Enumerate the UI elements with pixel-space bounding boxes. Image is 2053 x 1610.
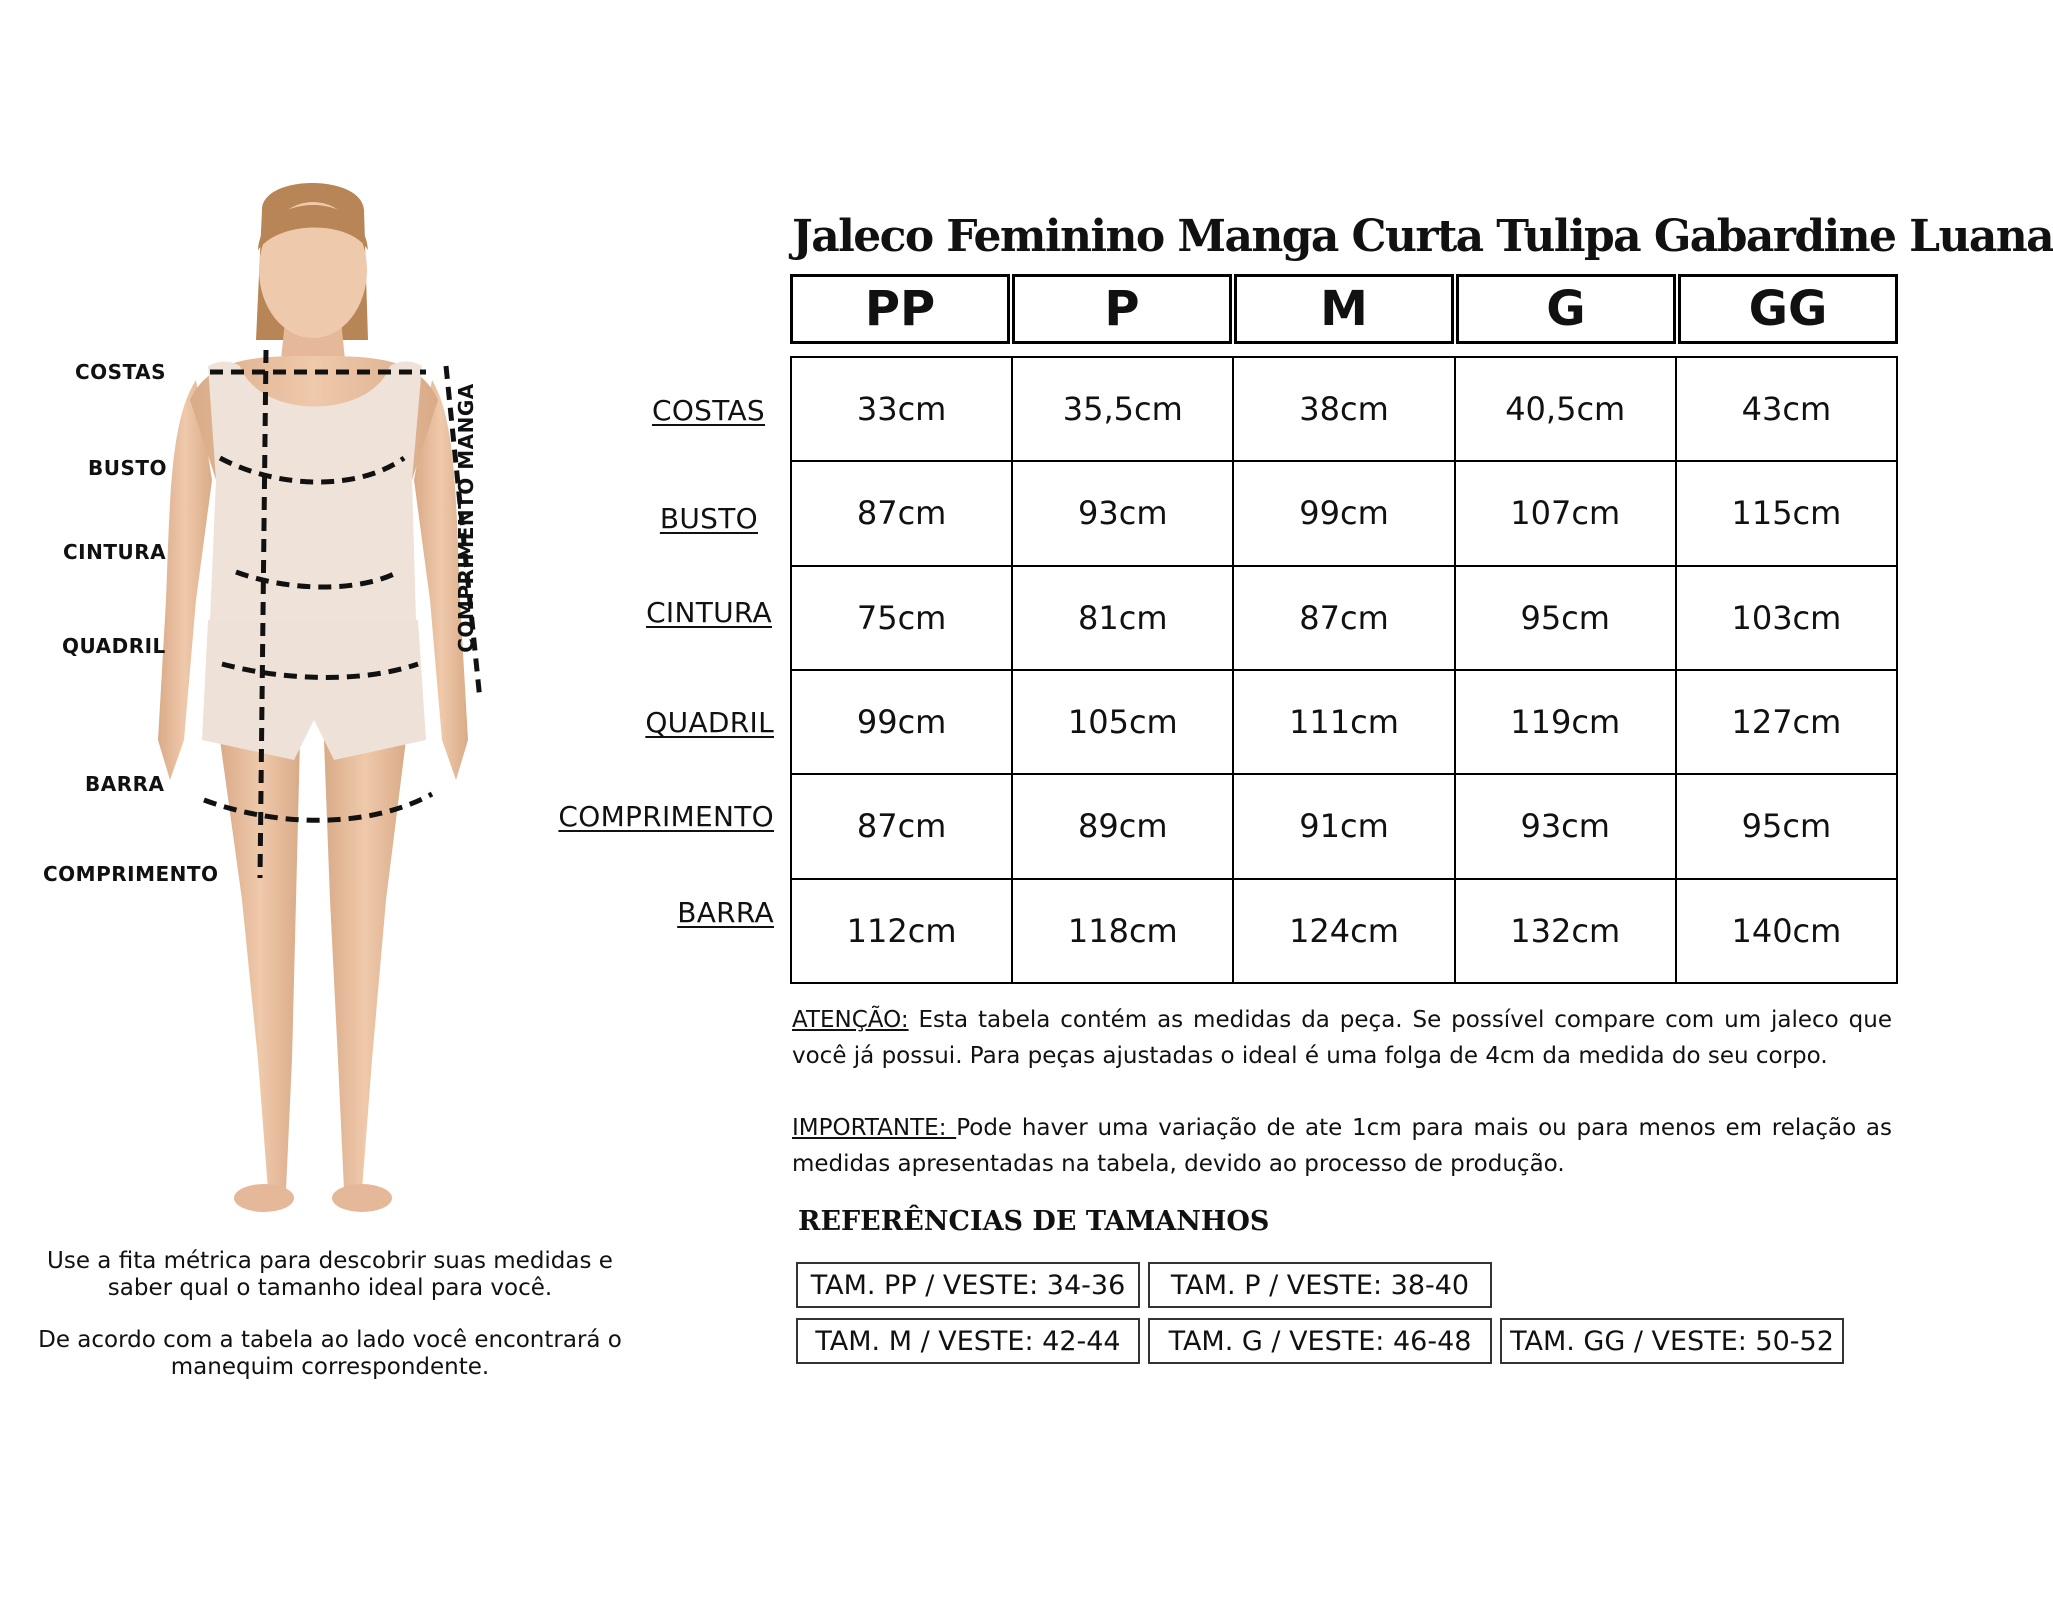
cell-comprimento-p: 89cm	[1013, 775, 1234, 879]
size-header-g: G	[1456, 274, 1676, 344]
cell-cintura-pp: 75cm	[792, 567, 1013, 671]
cell-costas-gg: 43cm	[1677, 358, 1898, 462]
cell-barra-m: 124cm	[1234, 880, 1455, 984]
cell-busto-m: 99cm	[1234, 462, 1455, 566]
figure-caption-1: Use a fita métrica para descobrir suas medidas e saber qual o tamanho ideal para você.	[47, 1248, 613, 1301]
cell-costas-p: 35,5cm	[1013, 358, 1234, 462]
row-label-comprimento: COMPRIMENTO	[558, 800, 774, 833]
cell-cintura-gg: 103cm	[1677, 567, 1898, 671]
cell-comprimento-m: 91cm	[1234, 775, 1455, 879]
figure-label-barra: BARRA	[85, 772, 165, 796]
woman-figure-illustration	[150, 180, 480, 1230]
references-heading: REFERÊNCIAS DE TAMANHOS	[798, 1206, 1270, 1237]
cell-quadril-pp: 99cm	[792, 671, 1013, 775]
size-header-p: P	[1012, 274, 1232, 344]
figure-label-costas: COSTAS	[75, 360, 167, 384]
cell-quadril-p: 105cm	[1013, 671, 1234, 775]
important-note	[792, 1110, 1892, 1182]
cell-quadril-gg: 127cm	[1677, 671, 1898, 775]
cell-barra-pp: 112cm	[792, 880, 1013, 984]
row-label-costas: COSTAS	[651, 394, 765, 427]
cell-barra-p: 118cm	[1013, 880, 1234, 984]
cell-comprimento-pp: 87cm	[792, 775, 1013, 879]
figure-label-busto: BUSTO	[88, 456, 168, 480]
reference-m: TAM. M / VESTE: 42-44	[796, 1318, 1140, 1364]
cell-comprimento-g: 93cm	[1456, 775, 1677, 879]
reference-g: TAM. G / VESTE: 46-48	[1148, 1318, 1492, 1364]
attention-note	[792, 1002, 1892, 1074]
row-label-barra: BARRA	[677, 896, 774, 929]
row-label-cintura: CINTURA	[646, 596, 772, 629]
cell-busto-p: 93cm	[1013, 462, 1234, 566]
reference-pp: TAM. PP / VESTE: 34-36	[796, 1262, 1140, 1308]
cell-comprimento-gg: 95cm	[1677, 775, 1898, 879]
row-label-quadril: QUADRIL	[645, 706, 774, 739]
cell-busto-g: 107cm	[1456, 462, 1677, 566]
size-table	[790, 356, 1898, 984]
figure-label-quadril: QUADRIL	[62, 634, 166, 658]
cell-busto-pp: 87cm	[792, 462, 1013, 566]
attention-label: ATENÇÃO:	[792, 1007, 909, 1033]
figure-caption-2: De acordo com a tabela ao lado você encontrará o manequim correspondente.	[38, 1327, 622, 1380]
cell-barra-g: 132cm	[1456, 880, 1677, 984]
important-label: IMPORTANTE:	[792, 1115, 957, 1141]
cell-busto-gg: 115cm	[1677, 462, 1898, 566]
size-header-gg: GG	[1678, 274, 1898, 344]
size-header-pp: PP	[790, 274, 1010, 344]
cell-cintura-m: 87cm	[1234, 567, 1455, 671]
size-header-m: M	[1234, 274, 1454, 344]
important-text: Pode haver uma variação de ate 1cm para mais ou para menos em relação as medidas apresentadas na tabela, devido ao processo de produção.	[792, 1115, 1892, 1177]
measurement-figure	[150, 180, 480, 1230]
cell-costas-pp: 33cm	[792, 358, 1013, 462]
row-label-busto: BUSTO	[659, 502, 758, 535]
page-title: Jaleco Feminino Manga Curta Tulipa Gabardine Luana	[792, 211, 2053, 262]
cell-cintura-g: 95cm	[1456, 567, 1677, 671]
figure-label-cintura: CINTURA	[63, 540, 167, 564]
figure-label-comprimento: COMPRIMENTO	[43, 862, 219, 886]
cell-cintura-p: 81cm	[1013, 567, 1234, 671]
cell-quadril-m: 111cm	[1234, 671, 1455, 775]
reference-p: TAM. P / VESTE: 38-40	[1148, 1262, 1492, 1308]
cell-costas-g: 40,5cm	[1456, 358, 1677, 462]
cell-quadril-g: 119cm	[1456, 671, 1677, 775]
figure-label-comprimento-manga: COMPRIMENTO MANGA	[454, 383, 478, 653]
cell-barra-gg: 140cm	[1677, 880, 1898, 984]
cell-costas-m: 38cm	[1234, 358, 1455, 462]
attention-text: Esta tabela contém as medidas da peça. Se possível compare com um jaleco que você já possui. Para peças ajustadas o ideal é uma folga de 4cm da medida do seu corpo.	[792, 1007, 1892, 1069]
reference-gg: TAM. GG / VESTE: 50-52	[1500, 1318, 1844, 1364]
